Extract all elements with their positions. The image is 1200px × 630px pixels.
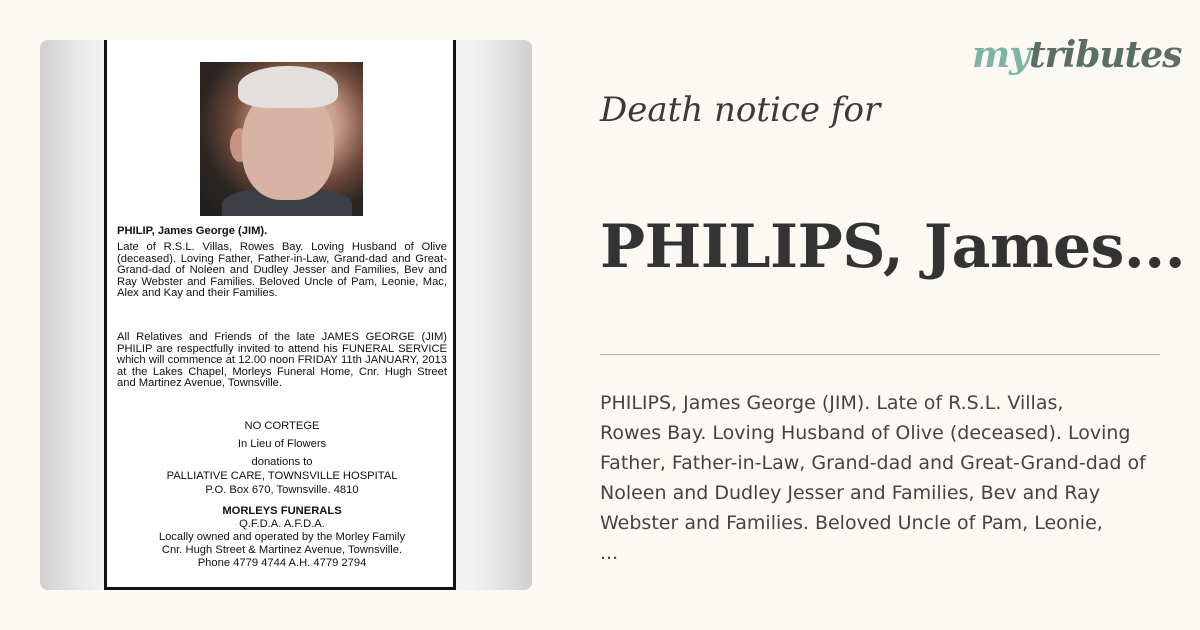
notice-charity: PALLIATIVE CARE, TOWNSVILLE HOSPITAL	[166, 470, 398, 482]
page-subtitle: Death notice for	[600, 90, 881, 130]
notice-owned: Locally owned and operated by the Morley Family	[158, 531, 406, 543]
mytributes-logo[interactable]	[972, 34, 1181, 76]
newspaper-notice	[104, 40, 456, 590]
notice-paragraph-1: Late of R.S.L. Villas, Rowes Bay. Loving Husband of Olive (deceased). Loving Father, Father-in-Law, Grand-dad and Great-Grand-dad of Noleen and Dudley Jesser and Families, Bev and Ray Webster and Families. Beloved Uncle of Pam, Leonie, Mac, Alex and Kay and their Families.	[117, 241, 447, 299]
divider	[600, 354, 1160, 355]
notice-no-cortege: NO CORTEGE	[244, 420, 320, 432]
notice-phone: Phone 4779 4744 A.H. 4779 2794	[197, 557, 367, 569]
notice-lieu: In Lieu of Flowers	[237, 438, 327, 450]
logo-tributes: tributes	[1029, 34, 1182, 76]
notice-name: PHILIP, James George (JIM).	[117, 225, 268, 237]
notice-paragraph-2: All Relatives and Friends of the late JAMES GEORGE (JIM) PHILIP are respectfully invited to attend his FUNERAL SERVICE which will commence at 12.00 noon FRIDAY 11th JANUARY, 2013 at the Lakes Chapel, Morleys Funeral Home, Cnr. Hugh Street and Martinez Avenue, Townsville.	[117, 331, 447, 389]
deceased-photo	[200, 62, 363, 216]
notice-funeral-home: MORLEYS FUNERALS	[222, 505, 342, 517]
notice-image-panel	[40, 40, 532, 590]
page-title: PHILIPS, James...	[600, 212, 1186, 282]
notice-po-box: P.O. Box 670, Townsville. 4810	[205, 484, 359, 496]
notice-excerpt: PHILIPS, James George (JIM). Late of R.S.L. Villas, Rowes Bay. Loving Husband of Olive (deceased). Loving Father, Father-in-Law, Grand-dad and Great-Grand-dad of Noleen and Dudley Jesser and Families, Bev and Ray Webster and Families. Beloved Uncle of Pam, Leonie,	[600, 392, 1146, 534]
excerpt-ellipsis: ...	[600, 542, 619, 564]
notice-donations: donations to	[251, 456, 313, 468]
notice-qualifications: Q.F.D.A. A.F.D.A.	[239, 518, 325, 530]
notice-address: Cnr. Hugh Street & Martinez Avenue, Townsville.	[161, 544, 403, 556]
logo-my: my	[972, 34, 1030, 76]
